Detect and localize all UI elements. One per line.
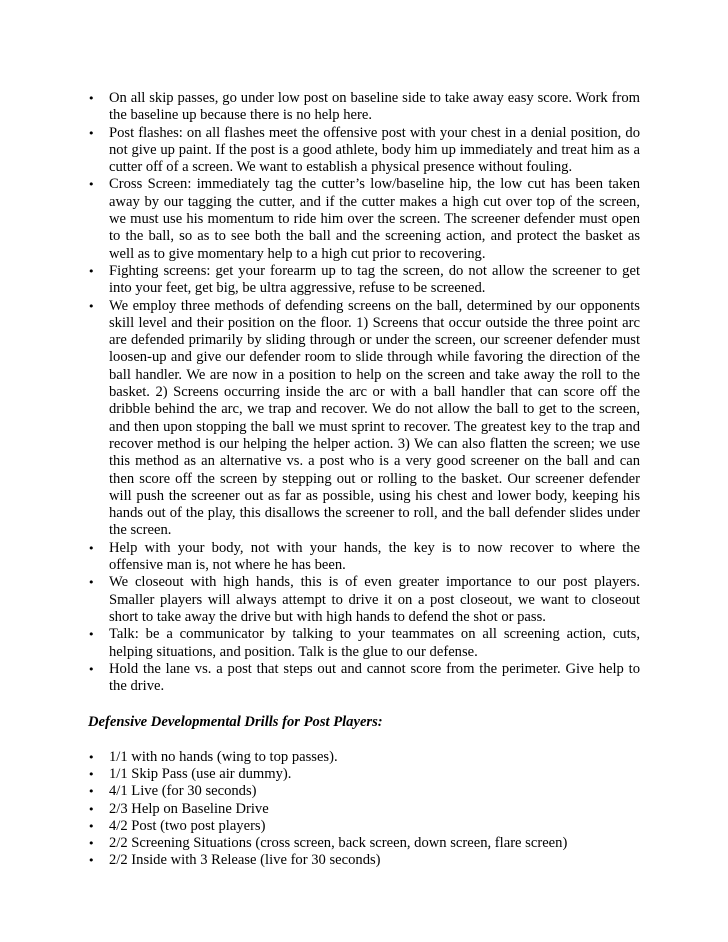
list-item: • Cross Screen: immediately tag the cutter’s low/baseline hip, the low cut has been taken away by our tagging the cutter, and if the cutter makes a high cut over top of the screen, we must use his momentum to ride him over the screen. The screener defender must open to the ball, so as to see both the ball and the screening action, and protect the basket as well as to give momentary help to a high cut prior to recovering. — [88, 176, 640, 262]
bullet-icon: • — [88, 785, 95, 799]
bullet-icon: • — [88, 92, 95, 105]
list-item: • We closeout with high hands, this is of even greater importance to our post players. Smaller players will always attempt to drive it on a post closeout, we want to closeout short to take away the drive but with high hands to defend the shot or pass. — [88, 574, 640, 625]
bullet-icon: • — [88, 178, 95, 192]
bullet-icon: • — [88, 854, 95, 868]
bullet-icon: • — [88, 802, 95, 816]
list-item: • Fighting screens: get your forearm up to tag the screen, do not allow the screener to get into your feet, get big, be ultra aggressive, refuse to be screened. — [88, 262, 640, 297]
bullet-icon: • — [88, 819, 95, 833]
drill-item: • 2/2 Inside with 3 Release (live for 30 seconds) — [88, 852, 381, 869]
drill-item: • 1/1 Skip Pass (use air dummy). — [88, 765, 292, 782]
bullet-icon: • — [88, 126, 95, 140]
drill-item: • 1/1 with no hands (wing to top passes). — [88, 748, 338, 765]
list-item: • Hold the lane vs. a post that steps out and cannot score from the perimeter. Give help to the drive. — [88, 660, 640, 695]
drill-item: • 4/1 Live (for 30 seconds) — [88, 783, 257, 800]
page-content — [88, 90, 640, 870]
drill-item: • 4/2 Post (two post players) — [88, 817, 266, 834]
drills-list — [88, 749, 640, 870]
list-item: • Help with your body, not with your hands, the key is to now recover to where the offensive man is, not where he has been. — [88, 539, 640, 574]
bullet-icon: • — [88, 576, 95, 590]
bullet-icon: • — [88, 628, 95, 642]
bullet-icon: • — [88, 837, 95, 851]
section-heading: Defensive Developmental Drills for Post Players: — [88, 714, 383, 731]
list-item: • Post flashes: on all flashes meet the offensive post with your chest in a denial position, do not give up paint. If the post is a good athlete, body him up immediately and treat him as a cutter off of a screen. We want to establish a physical presence without fouling. — [88, 124, 640, 176]
drill-item: • 2/2 Screening Situations (cross screen, back screen, down screen, flare screen) — [88, 835, 568, 852]
defense-tips-list — [88, 90, 640, 695]
list-item: • We employ three methods of defending screens on the ball, determined by our opponents skill level and their position on the floor. 1) Screens that occur outside the three point arc are defended primarily by sliding through or under the screen, our screener defender must loosen-up and give our defender room to slide through while favoring the direction of the ball handler. We are now in a position to help on the screen and take away the roll to the basket. 2) Screens occurring inside the arc or with a ball handler that can score off the dribble behind the arc, we trap and recover. We do not allow the ball to get to the screen, and then upon stopping the ball we must sprint to recover. The greatest key to the trap and recover method is our helping the helper action. 3) We can also flatten the screen; we use this method as an alternative vs. a post who is a very good screener on the ball and can then score off the screen by stepping out or rolling to the basket. Our screener defender will push the screener out as far as possible, using his chest and lower body, keeping his hands out of the play, this disallows the screener to roll, and the ball defender slides under the screen. — [88, 297, 640, 539]
bullet-icon: • — [88, 662, 95, 676]
bullet-icon: • — [88, 750, 95, 764]
drill-item: • 2/3 Help on Baseline Drive — [88, 800, 269, 817]
bullet-icon: • — [88, 767, 95, 781]
list-item: • On all skip passes, go under low post on baseline side to take away easy score. Work from the baseline up because there is no help here. — [88, 90, 640, 124]
bullet-icon: • — [88, 541, 95, 555]
list-item: • Talk: be a communicator by talking to your teammates on all screening action, cuts, helping situations, and position. Talk is the glue to our defense. — [88, 626, 640, 660]
bullet-icon: • — [88, 264, 95, 278]
bullet-icon: • — [88, 299, 95, 313]
